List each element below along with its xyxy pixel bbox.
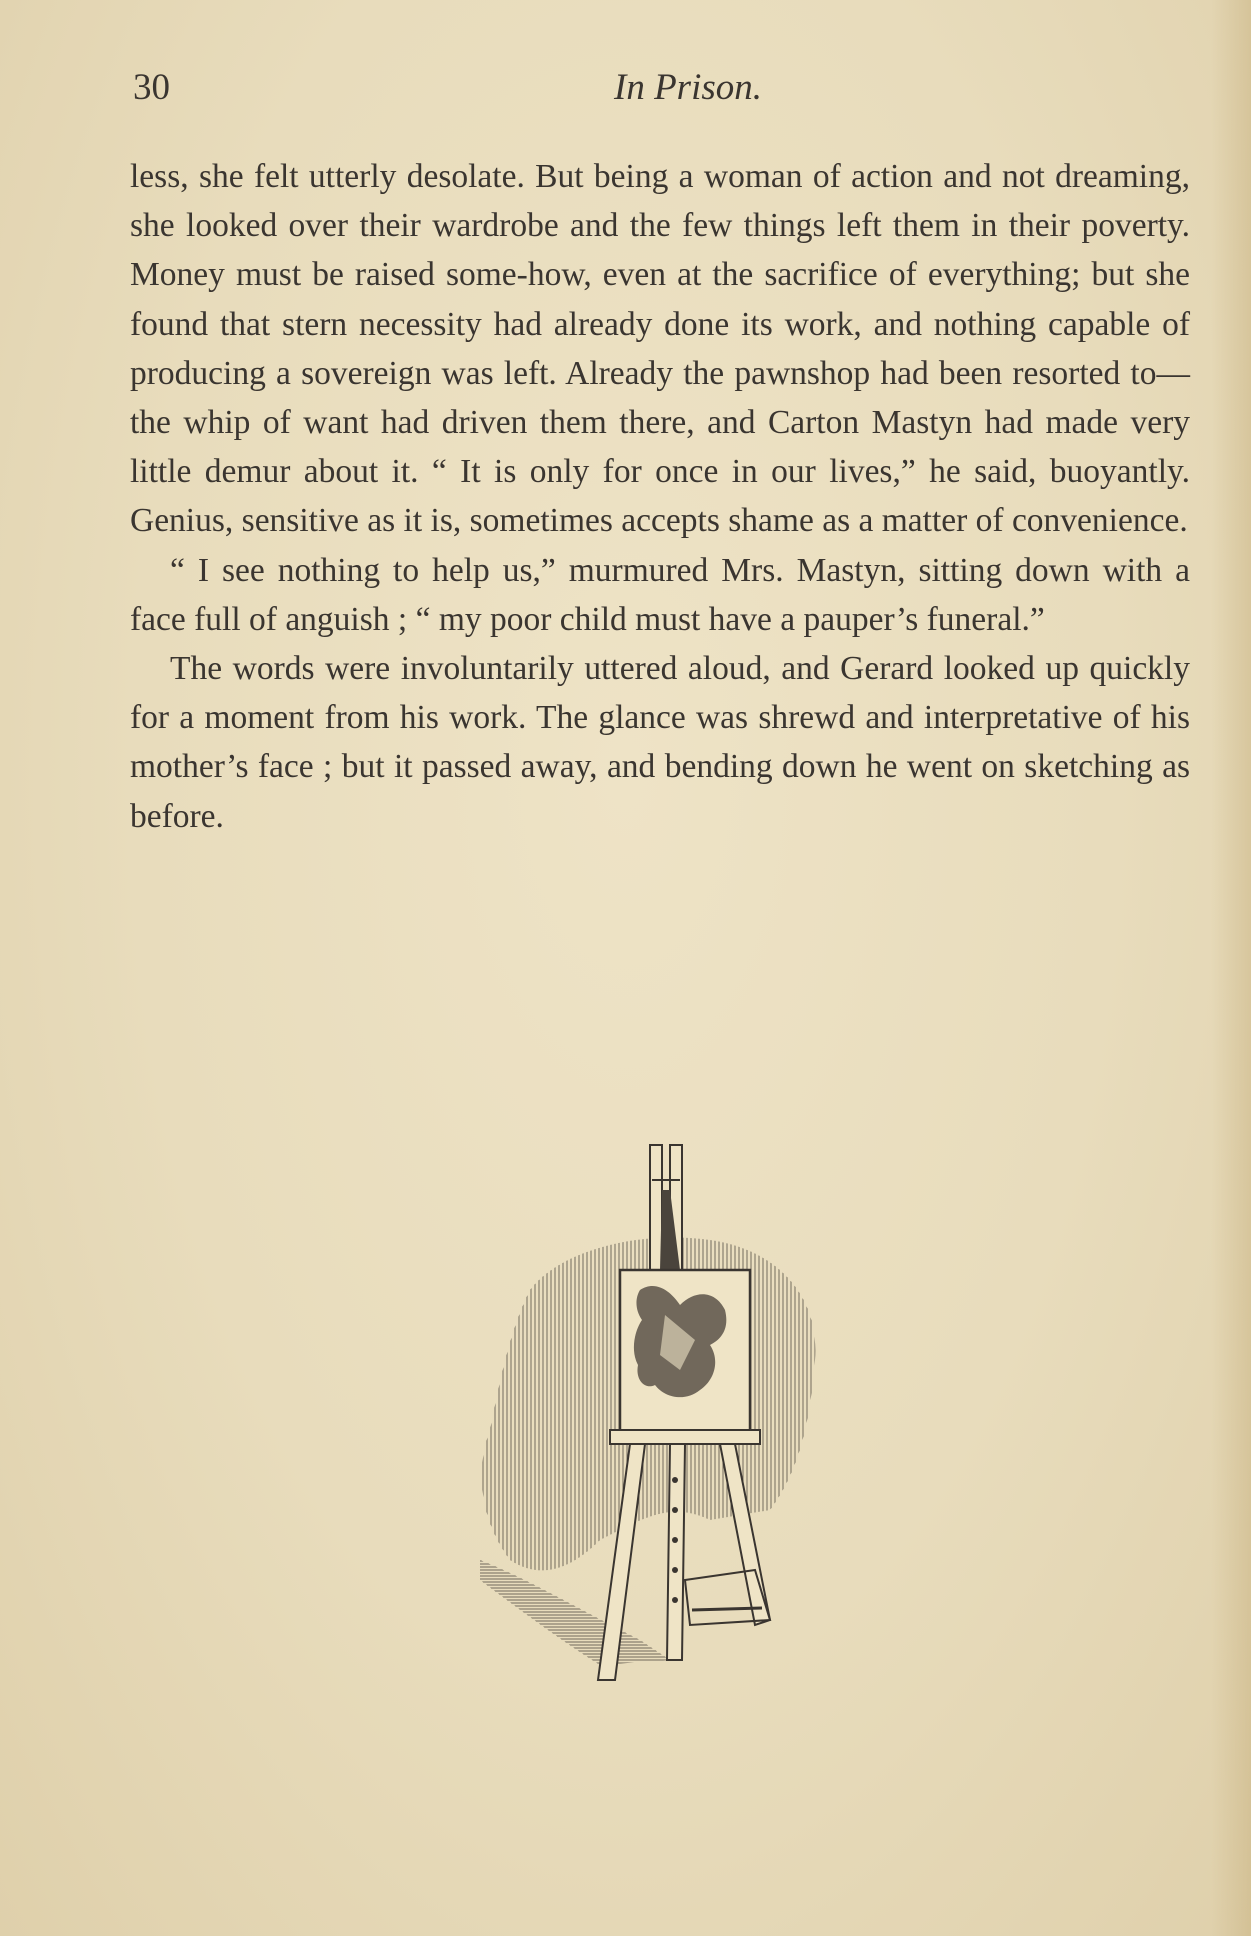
paragraph-1: less, she felt utterly desolate. But being a woman of action and not dreaming, she looked over their wardrobe and the few things left them in their poverty. Money must be raised some-how, even at the sacrifice of everything; but she found that stern necessity had already done its work, and nothing capable of producing a sovereign was left. Already the pawnshop had been resorted to—the whip of want had driven them there, and Carton Mastyn had made very little demur about it. “ It is only for once in our lives,” he said, buoyantly. Genius, sensitive as it is, sometimes accepts shame as a matter of convenience.	[130, 158, 1190, 540]
page-header	[133, 66, 1193, 116]
page-number: 30	[133, 67, 170, 108]
page-edge-shadow	[1211, 0, 1251, 1936]
body-text	[130, 152, 1190, 841]
easel-mast-left	[650, 1145, 662, 1275]
easel-illustration	[470, 1140, 850, 1690]
paragraph-3: The words were involuntarily uttered aloud, and Gerard looked up quickly for a moment from his work. The glance was shrewd and interpretative of his mother’s face ; but it passed away, and bending down he went on sketching as before.	[130, 650, 1190, 835]
ground-shadow	[480, 1560, 670, 1665]
running-title: In Prison.	[614, 67, 762, 108]
easel-ledge	[610, 1430, 760, 1444]
easel-leg-center	[667, 1444, 685, 1660]
paragraph-2: “ I see nothing to help us,” murmured Mrs. Mastyn, sitting down with a face full of anguish ; “ my poor child must have a pauper’s funeral.”	[130, 551, 1190, 638]
